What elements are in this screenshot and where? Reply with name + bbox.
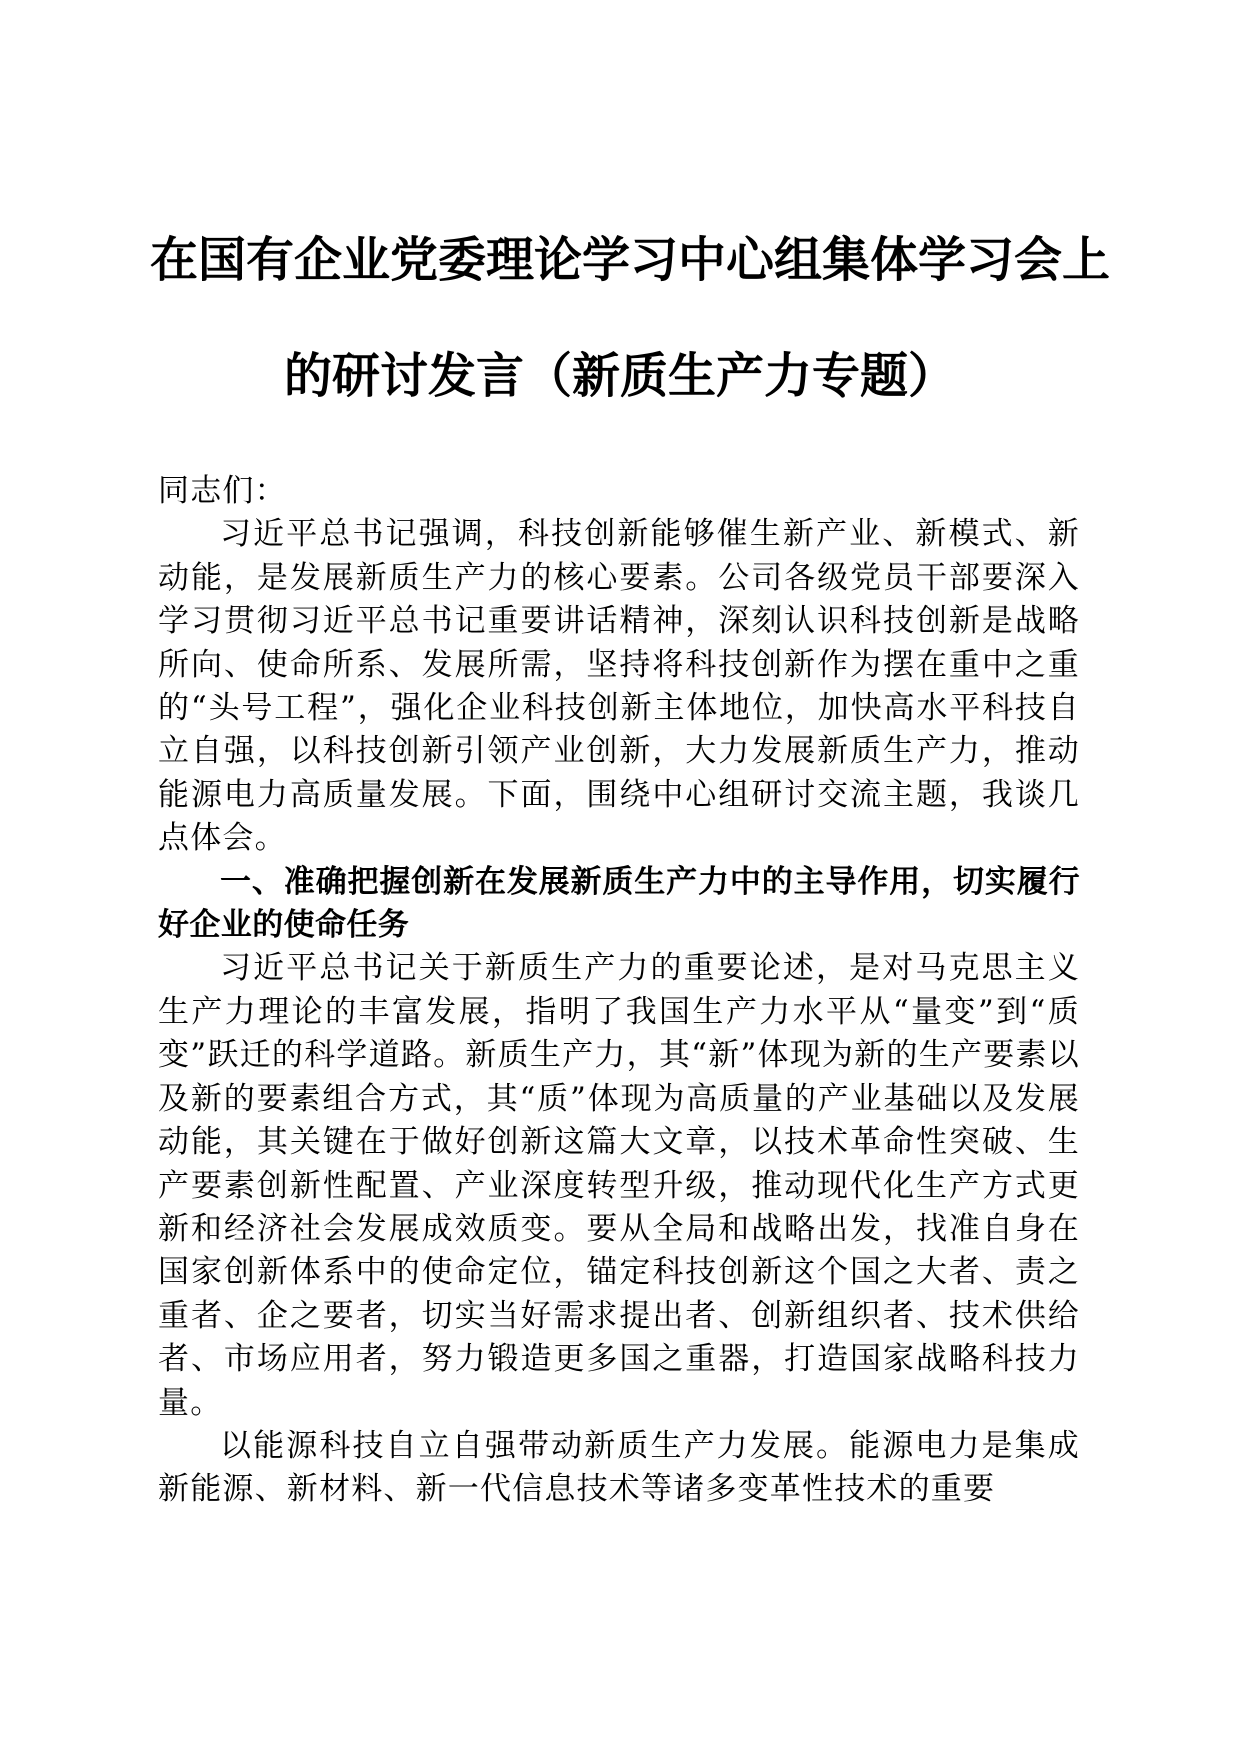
document-title-line-1: 在国有企业党委理论学习中心组集体学习会上: [150, 232, 1111, 288]
document-title-line-2: 的研讨发言（新质生产力专题）: [283, 348, 956, 404]
section-heading-1: 一、准确把握创新在发展新质生产力中的主导作用，切实履行好企业的使命任务: [158, 863, 1080, 944]
salutation: 同志们：: [158, 473, 287, 509]
document-body: [158, 470, 1080, 1512]
paragraph-section-1: 习近平总书记关于新质生产力的重要论述，是对马克思主义生产力理论的丰富发展，指明了我国生产力水平从“量变”到“质变”跃迁的科学道路。新质生产力，其“新”体现为新的生产要素以及新的要素组合方式，其“质”体现为高质量的产业基础以及发展动能，其关键在于做好创新这篇大文章，以技术革命性突破、生产要素创新性配置、产业深度转型升级，推动现代化生产方式更新和经济社会发展成效质变。要从全局和战略出发，找准自身在国家创新体系中的使命定位，锚定科技创新这个国之大者、责之重者、企之要者，切实当好需求提出者、创新组织者、技术供给者、市场应用者，努力锻造更多国之重器，打造国家战略科技力量。: [158, 950, 1080, 1421]
paragraph-intro: 习近平总书记强调，科技创新能够催生新产业、新模式、新动能，是发展新质生产力的核心要素。公司各级党员干部要深入学习贯彻习近平总书记重要讲话精神，深刻认识科技创新是战略所向、使命所系、发展所需，坚持将科技创新作为摆在重中之重的“头号工程”，强化企业科技创新主体地位，加快高水平科技自立自强，以科技创新引领产业创新，大力发展新质生产力，推动能源电力高质量发展。下面，围绕中心组研讨交流主题，我谈几点体会。: [158, 516, 1080, 857]
paragraph-section-1-continued: 以能源科技自立自强带动新质生产力发展。能源电力是集成新能源、新材料、新一代信息技术等诸多变革性技术的重要: [158, 1427, 1080, 1508]
